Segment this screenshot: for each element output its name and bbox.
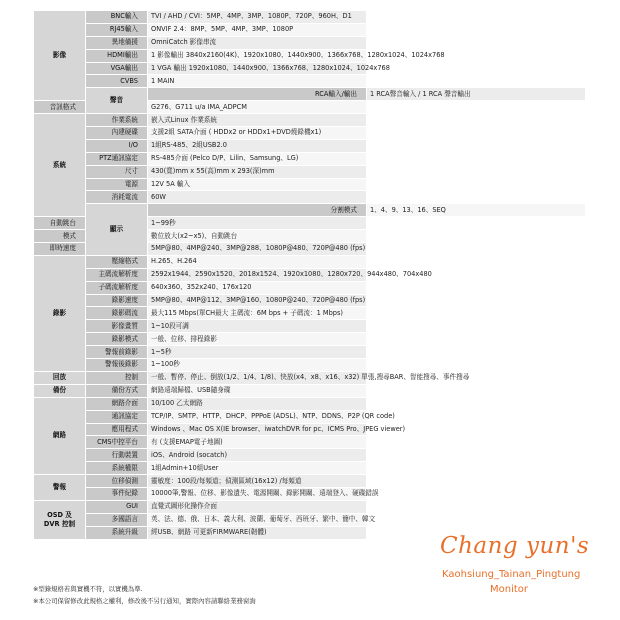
watermark-brand: Chang yun's: [440, 533, 590, 559]
spec-value: Windows 、Mac OS X(IE browser、iwatchDVR for pc、ICMS Pro、JPEG viewer): [148, 423, 367, 436]
spec-value: 有 (支援EMAP電子地圖): [148, 436, 367, 449]
table-row: [34, 255, 586, 268]
spec-label: 音訊格式: [34, 101, 86, 114]
spec-value: 12V 5A 輸入: [148, 178, 367, 191]
spec-value: 1 MAIN: [148, 75, 367, 88]
spec-label: 備份方式: [86, 384, 148, 397]
spec-label: 警報後錄影: [86, 359, 148, 372]
table-row: [34, 346, 586, 359]
spec-label: 系統權限: [86, 462, 148, 475]
table-row: [34, 371, 586, 384]
table-row: [34, 114, 586, 127]
watermark-region: Kaohsiung_Tainan_Pingtung: [442, 569, 581, 580]
spec-value: ONVIF 2.4：8MP、5MP、4MP、3MP、1080P: [148, 23, 367, 36]
spec-value: 1~100秒: [148, 359, 367, 372]
table-row: [34, 359, 586, 372]
category-cell: 備份: [34, 384, 86, 397]
spec-value: 5MP@80、4MP@240、3MP@288、1080P@480、720P@480 (fps): [148, 243, 367, 256]
spec-label: 多國語言: [86, 513, 148, 526]
spec-value: 1、4、9、13、16、SEQ: [367, 204, 586, 217]
watermark-monitor: Monitor: [490, 584, 529, 595]
spec-label: GUI: [86, 500, 148, 513]
table-row: [34, 513, 586, 526]
table-row: [34, 11, 586, 24]
spec-label: VGA輸出: [86, 62, 148, 75]
table-row: [34, 384, 586, 397]
table-row: [34, 487, 586, 500]
spec-value: 1 影像輸出 3840x2160(4K)、1920x1080、1440x900、1366x768、1280x1024、1024x768: [148, 49, 367, 62]
spec-value: RS-485介面 (Pelco D/P、Lilin、Samsung、LG): [148, 152, 367, 165]
spec-value: 640x360、352x240、176x120: [148, 281, 367, 294]
spec-label: 系統升級: [86, 526, 148, 539]
spec-label: 內建硬碟: [86, 127, 148, 140]
category-cell: 錄影: [34, 255, 86, 371]
table-row: [34, 152, 586, 165]
spec-value: OmniCatch 影像串流: [148, 36, 367, 49]
spec-value: 5MP@80、4MP@112、3MP@160、1080P@240、720P@480 (fps): [148, 294, 367, 307]
spec-label: 影像畫質: [86, 320, 148, 333]
spec-label: 分割模式: [148, 204, 367, 217]
spec-value: 1~99秒: [148, 217, 367, 230]
table-row: [34, 397, 586, 410]
category-cell: 影像: [34, 11, 86, 101]
spec-label: 異地備援: [86, 36, 148, 49]
spec-label: CVBS: [86, 75, 148, 88]
spec-label: 通訊協定: [86, 410, 148, 423]
spec-label: RCA輸入/輸出: [148, 88, 367, 101]
spec-label: BNC輸入: [86, 11, 148, 24]
spec-label: I/O: [86, 139, 148, 152]
table-row: [34, 320, 586, 333]
table-row: [34, 307, 586, 320]
spec-label: 主碼流解析度: [86, 268, 148, 281]
spec-value: 支援2組 SATA介面 ( HDDx2 or HDDx1+DVD燒錄機x1): [148, 127, 367, 140]
table-row: [34, 436, 586, 449]
table-row: [34, 268, 586, 281]
table-row: [34, 500, 586, 513]
spec-label: RJ45輸入: [86, 23, 148, 36]
spec-label: 尺寸: [86, 165, 148, 178]
table-row: [34, 23, 586, 36]
spec-label: 模式: [34, 230, 86, 243]
spec-label: 事件紀錄: [86, 487, 148, 500]
table-row: [34, 281, 586, 294]
spec-value: 網路遠端歸檔、USB隨身碟: [148, 384, 367, 397]
spec-label: 作業系統: [86, 114, 148, 127]
footnote-2: ※本公司保留修改此規格之權利，修改後不另行通知，實際內容請聯絡業務窗詢: [33, 597, 256, 605]
category-cell: 顯示: [86, 204, 148, 256]
spec-table-body: [34, 11, 586, 540]
table-row: [34, 62, 586, 75]
spec-label: 網路介面: [86, 397, 148, 410]
spec-label: 壓縮格式: [86, 255, 148, 268]
spec-label: 消耗電流: [86, 191, 148, 204]
spec-value: 2592x1944、2590x1520、2018x1524、1920x1080、1280x720、944x480、704x480: [148, 268, 367, 281]
table-row: [34, 139, 586, 152]
table-row: [34, 449, 586, 462]
category-cell: 系統: [34, 114, 86, 217]
spec-value: 嵌入式Linux 作業系統: [148, 114, 367, 127]
spec-value: H.265、H.264: [148, 255, 367, 268]
table-row: [34, 410, 586, 423]
spec-label: 電源: [86, 178, 148, 191]
spec-value: 10000筆,警報、位移、影像遺失、電源開關、錄影開關、遠端登入、硬碟錯誤: [148, 487, 367, 500]
spec-label: 錄影速度: [86, 294, 148, 307]
table-row: [34, 294, 586, 307]
category-cell: OSD 及 DVR 控制: [34, 500, 86, 539]
spec-table: [33, 10, 586, 540]
spec-value: 430(寬)mm x 55(高)mm x 293(深)mm: [148, 165, 367, 178]
spec-value: 直覺式圖形化操作介面: [148, 500, 367, 513]
spec-value: 10/100 乙太網路: [148, 397, 367, 410]
spec-label: 即時速度: [34, 243, 86, 256]
spec-value: 最大115 Mbps(單CH最大 主碼流：6M bps + 子碼流：1 Mbps): [148, 307, 367, 320]
spec-value: TCP/IP、SMTP、HTTP、DHCP、PPPoE (ADSL)、NTP、DDNS、P2P (QR code): [148, 410, 367, 423]
spec-value: iOS、Android (socatch): [148, 449, 367, 462]
category-cell: 警報: [34, 475, 86, 501]
spec-value: 一般、暫停、停止、倒放(1/2、1/4、1/8)、快放(x4、x8、x16、x32) 單張,搜尋BAR、智能搜尋、事件搜尋: [148, 371, 367, 384]
table-row: [34, 165, 586, 178]
category-cell: 聲音: [86, 88, 148, 114]
table-row: [34, 36, 586, 49]
spec-label: 控制: [86, 371, 148, 384]
spec-value: 1組Admin+10組User: [148, 462, 367, 475]
table-row: [34, 75, 586, 88]
category-cell: 回放: [34, 371, 86, 384]
table-row: [34, 333, 586, 346]
spec-label: 行動裝置: [86, 449, 148, 462]
spec-value: 英、法、德、俄、日本、義大利、波蘭、葡萄牙、西班牙、繁中、簡中、韓文: [148, 513, 367, 526]
spec-value: 一般、位移、排程錄影: [148, 333, 367, 346]
table-row: [34, 88, 586, 101]
spec-label: 位移偵測: [86, 475, 148, 488]
footnotes: [33, 583, 256, 607]
spec-label: 警報前錄影: [86, 346, 148, 359]
spec-value: 經USB、網路 可更新FIRMWARE(韌體): [148, 526, 367, 539]
table-row: [34, 49, 586, 62]
table-row: [34, 423, 586, 436]
spec-label: 應用程式: [86, 423, 148, 436]
spec-value: 60W: [148, 191, 367, 204]
table-row: [34, 191, 586, 204]
table-row: [34, 127, 586, 140]
footnote-1: ※型錄規格若與實機不符，以實機為準.: [33, 585, 143, 593]
table-row: [34, 204, 586, 217]
spec-label: CMS中控平台: [86, 436, 148, 449]
spec-label: 自動跳台: [34, 217, 86, 230]
category-cell: 網路: [34, 397, 86, 474]
spec-label: 子碼流解析度: [86, 281, 148, 294]
spec-label: 錄影模式: [86, 333, 148, 346]
spec-value: 1組RS-485、2組USB2.0: [148, 139, 367, 152]
table-row: [34, 462, 586, 475]
spec-label: HDMI輸出: [86, 49, 148, 62]
spec-value: 1 RCA聲音輸入 / 1 RCA 聲音輸出: [367, 88, 586, 101]
spec-value: G276、G711 u/a IMA_ADPCM: [148, 101, 367, 114]
spec-value: 數位放大(x2~x5)、自動跳台: [148, 230, 367, 243]
spec-value: 1~10段可調: [148, 320, 367, 333]
spec-value: 1 VGA 輸出 1920x1080、1440x900、1366x768、1280x1024、1024x768: [148, 62, 367, 75]
spec-value: 1~5秒: [148, 346, 367, 359]
spec-label: 錄影碼流: [86, 307, 148, 320]
spec-value: TVI / AHD / CVI：5MP、4MP、3MP、1080P、720P、960H、D1: [148, 11, 367, 24]
table-row: [34, 178, 586, 191]
spec-value: 靈敏度：100段/每頻道；偵測區域(16x12) /每頻道: [148, 475, 367, 488]
spec-label: PTZ通訊協定: [86, 152, 148, 165]
watermark-logo: [440, 531, 605, 607]
table-row: [34, 475, 586, 488]
